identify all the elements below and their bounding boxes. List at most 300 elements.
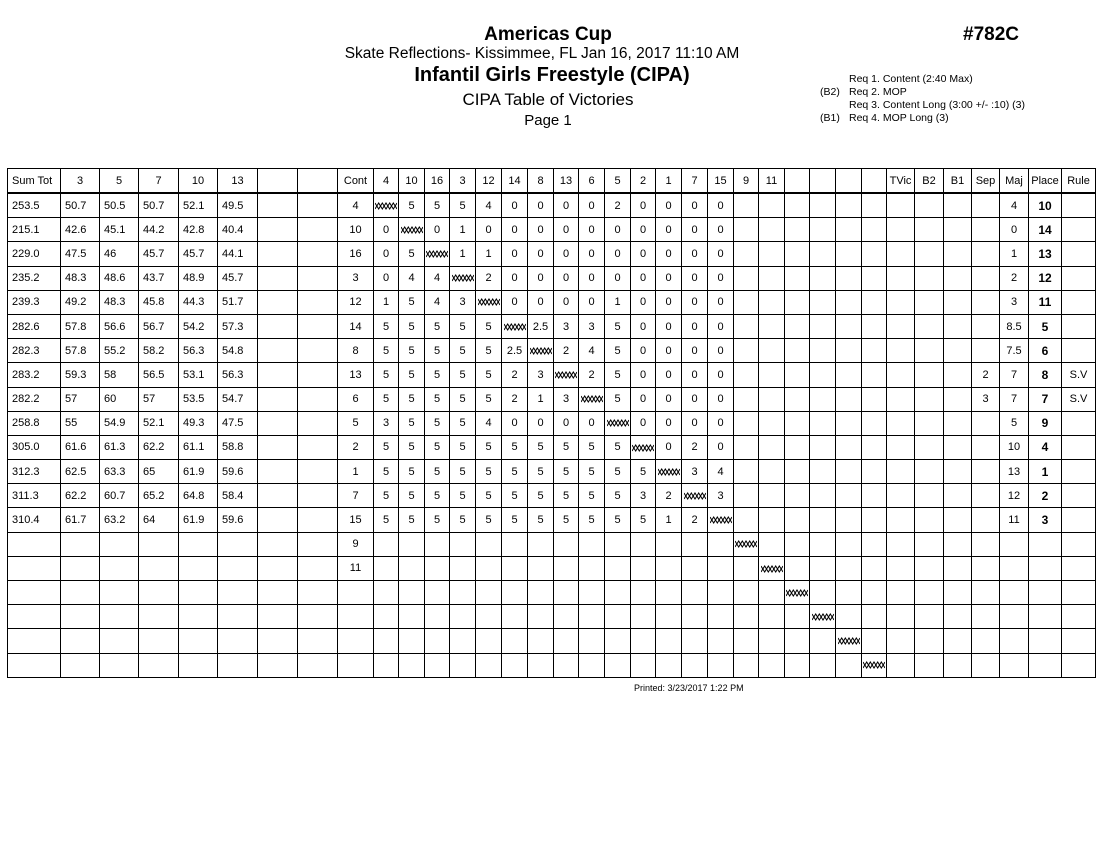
column-header: 14 bbox=[502, 169, 528, 194]
table-cell bbox=[631, 532, 656, 556]
table-cell bbox=[100, 581, 139, 605]
table-cell bbox=[258, 581, 298, 605]
table-cell: 47.5 bbox=[61, 242, 100, 266]
table-cell bbox=[579, 556, 605, 580]
table-cell: 3 bbox=[374, 411, 399, 435]
table-cell: 57 bbox=[61, 387, 100, 411]
table-cell: 4 bbox=[1029, 435, 1062, 459]
table-cell bbox=[915, 218, 944, 242]
self-cell bbox=[656, 460, 682, 484]
table-cell bbox=[887, 629, 915, 653]
table-cell bbox=[836, 581, 862, 605]
column-header: 10 bbox=[399, 169, 425, 194]
table-cell: 0 bbox=[708, 266, 734, 290]
table-cell bbox=[759, 435, 785, 459]
table-cell bbox=[759, 653, 785, 677]
table-cell bbox=[836, 435, 862, 459]
table-cell bbox=[862, 629, 887, 653]
table-cell bbox=[972, 460, 1000, 484]
table-cell bbox=[972, 532, 1000, 556]
self-cell bbox=[759, 556, 785, 580]
table-cell: 0 bbox=[579, 242, 605, 266]
table-cell bbox=[810, 193, 836, 218]
table-cell bbox=[734, 242, 759, 266]
column-header: 7 bbox=[139, 169, 179, 194]
table-cell bbox=[528, 629, 554, 653]
table-cell bbox=[258, 653, 298, 677]
table-cell: 10 bbox=[1000, 435, 1029, 459]
self-cell bbox=[682, 484, 708, 508]
self-cell bbox=[631, 435, 656, 459]
table-cell: 63.3 bbox=[100, 460, 139, 484]
table-cell bbox=[810, 218, 836, 242]
column-header: 3 bbox=[450, 169, 476, 194]
table-cell: 5 bbox=[450, 193, 476, 218]
table-cell bbox=[8, 581, 61, 605]
table-cell bbox=[785, 556, 810, 580]
table-cell: 0 bbox=[682, 266, 708, 290]
table-cell bbox=[972, 242, 1000, 266]
table-cell: 0 bbox=[656, 242, 682, 266]
table-cell bbox=[298, 532, 338, 556]
self-comparison-mark-icon bbox=[555, 371, 577, 379]
self-cell bbox=[554, 363, 579, 387]
table-cell bbox=[100, 629, 139, 653]
table-cell bbox=[887, 363, 915, 387]
table-cell bbox=[785, 629, 810, 653]
self-cell bbox=[425, 242, 450, 266]
table-cell: 235.2 bbox=[8, 266, 61, 290]
table-row bbox=[8, 508, 1096, 532]
table-cell bbox=[258, 435, 298, 459]
table-cell bbox=[425, 556, 450, 580]
table-cell bbox=[258, 629, 298, 653]
table-cell bbox=[944, 484, 972, 508]
table-cell bbox=[887, 411, 915, 435]
table-cell: 4 bbox=[708, 460, 734, 484]
table-cell: 0 bbox=[708, 314, 734, 338]
column-header: TVic bbox=[887, 169, 915, 194]
table-cell bbox=[258, 218, 298, 242]
self-comparison-mark-icon bbox=[658, 468, 680, 476]
self-comparison-mark-icon bbox=[838, 637, 860, 645]
table-cell bbox=[476, 629, 502, 653]
table-cell: 0 bbox=[682, 387, 708, 411]
table-cell bbox=[1000, 532, 1029, 556]
table-cell: 55.2 bbox=[100, 339, 139, 363]
table-cell bbox=[258, 460, 298, 484]
table-cell: 4 bbox=[579, 339, 605, 363]
table-row bbox=[8, 460, 1096, 484]
table-cell: 215.1 bbox=[8, 218, 61, 242]
column-header bbox=[810, 169, 836, 194]
table-cell: 58.8 bbox=[218, 435, 258, 459]
table-cell bbox=[915, 266, 944, 290]
table-cell: 5 bbox=[554, 435, 579, 459]
event-name: Infantil Girls Freestyle (CIPA) bbox=[414, 64, 690, 86]
table-cell: 5 bbox=[450, 387, 476, 411]
table-cell: 3 bbox=[338, 266, 374, 290]
table-cell: 10 bbox=[338, 218, 374, 242]
table-cell: 2 bbox=[682, 508, 708, 532]
table-cell bbox=[972, 411, 1000, 435]
table-cell: 8 bbox=[338, 339, 374, 363]
table-cell bbox=[836, 290, 862, 314]
table-cell bbox=[579, 532, 605, 556]
table-cell: 1 bbox=[374, 290, 399, 314]
table-cell: 56.7 bbox=[139, 314, 179, 338]
table-cell bbox=[785, 484, 810, 508]
table-cell bbox=[1029, 581, 1062, 605]
table-cell: 5 bbox=[399, 290, 425, 314]
table-cell: 50.7 bbox=[61, 193, 100, 218]
table-cell: 11 bbox=[1029, 290, 1062, 314]
table-cell: 5 bbox=[399, 508, 425, 532]
table-cell bbox=[810, 629, 836, 653]
table-cell: 47.5 bbox=[218, 411, 258, 435]
table-cell bbox=[810, 653, 836, 677]
table-cell bbox=[944, 363, 972, 387]
table-cell bbox=[298, 629, 338, 653]
table-cell bbox=[139, 581, 179, 605]
table-cell: 5 bbox=[399, 460, 425, 484]
table-cell: 52.1 bbox=[179, 193, 218, 218]
table-cell: 0 bbox=[528, 218, 554, 242]
table-cell bbox=[1062, 435, 1096, 459]
table-cell bbox=[785, 532, 810, 556]
table-cell: 0 bbox=[374, 266, 399, 290]
table-cell: 61.6 bbox=[61, 435, 100, 459]
table-cell bbox=[734, 460, 759, 484]
table-cell: 54.9 bbox=[100, 411, 139, 435]
table-cell: 312.3 bbox=[8, 460, 61, 484]
table-cell: 305.0 bbox=[8, 435, 61, 459]
table-cell bbox=[1062, 290, 1096, 314]
table-cell bbox=[298, 556, 338, 580]
table-cell bbox=[785, 387, 810, 411]
table-cell bbox=[810, 411, 836, 435]
table-cell: 58.4 bbox=[218, 484, 258, 508]
table-cell: 0 bbox=[656, 218, 682, 242]
table-cell bbox=[682, 556, 708, 580]
self-comparison-mark-icon bbox=[684, 492, 706, 500]
table-cell: 45.7 bbox=[179, 242, 218, 266]
table-cell bbox=[944, 218, 972, 242]
table-cell: 5 bbox=[502, 508, 528, 532]
table-cell bbox=[915, 339, 944, 363]
table-cell: 48.6 bbox=[100, 266, 139, 290]
table-cell: 0 bbox=[579, 411, 605, 435]
table-cell: 62.5 bbox=[61, 460, 100, 484]
table-cell: 0 bbox=[631, 266, 656, 290]
table-cell bbox=[579, 653, 605, 677]
table-cell bbox=[708, 532, 734, 556]
table-cell bbox=[915, 653, 944, 677]
table-cell: 0 bbox=[631, 363, 656, 387]
table-cell bbox=[1029, 653, 1062, 677]
table-cell: 5 bbox=[605, 484, 631, 508]
table-cell bbox=[836, 508, 862, 532]
table-cell bbox=[810, 581, 836, 605]
table-cell bbox=[298, 484, 338, 508]
table-cell bbox=[887, 508, 915, 532]
table-cell bbox=[631, 581, 656, 605]
self-comparison-mark-icon bbox=[632, 444, 654, 452]
self-comparison-mark-icon bbox=[786, 589, 808, 597]
table-cell bbox=[836, 532, 862, 556]
table-row bbox=[8, 290, 1096, 314]
table-cell: 5 bbox=[399, 411, 425, 435]
table-cell bbox=[1000, 581, 1029, 605]
table-cell: 0 bbox=[708, 411, 734, 435]
table-cell bbox=[1000, 556, 1029, 580]
table-cell: 1 bbox=[528, 387, 554, 411]
table-cell: 4 bbox=[338, 193, 374, 218]
table-cell: 0 bbox=[631, 218, 656, 242]
table-cell bbox=[605, 653, 631, 677]
table-row bbox=[8, 629, 1096, 653]
table-cell bbox=[399, 653, 425, 677]
table-cell: 64.8 bbox=[179, 484, 218, 508]
self-comparison-mark-icon bbox=[607, 419, 629, 427]
table-cell: 5 bbox=[476, 314, 502, 338]
table-cell: 5 bbox=[399, 314, 425, 338]
table-cell: 50.5 bbox=[100, 193, 139, 218]
table-cell: 5 bbox=[450, 508, 476, 532]
table-cell bbox=[399, 556, 425, 580]
table-cell bbox=[972, 484, 1000, 508]
table-cell bbox=[785, 218, 810, 242]
table-cell bbox=[785, 411, 810, 435]
table-cell: 60.7 bbox=[100, 484, 139, 508]
table-cell: 5 bbox=[476, 484, 502, 508]
table-cell bbox=[1000, 605, 1029, 629]
table-cell: 5 bbox=[374, 484, 399, 508]
table-cell bbox=[298, 218, 338, 242]
table-cell: 12 bbox=[338, 290, 374, 314]
table-cell bbox=[759, 581, 785, 605]
table-cell bbox=[450, 556, 476, 580]
table-cell bbox=[810, 484, 836, 508]
table-cell bbox=[708, 653, 734, 677]
table-cell bbox=[218, 581, 258, 605]
self-comparison-mark-icon bbox=[426, 250, 448, 258]
table-cell: 5 bbox=[579, 508, 605, 532]
table-cell bbox=[972, 556, 1000, 580]
table-cell bbox=[425, 532, 450, 556]
self-cell bbox=[579, 387, 605, 411]
table-cell: 0 bbox=[579, 290, 605, 314]
table-cell: 56.5 bbox=[139, 363, 179, 387]
table-cell: 5 bbox=[528, 508, 554, 532]
table-cell bbox=[61, 653, 100, 677]
table-cell: 60 bbox=[100, 387, 139, 411]
table-cell bbox=[258, 484, 298, 508]
table-cell: 62.2 bbox=[61, 484, 100, 508]
table-cell bbox=[476, 605, 502, 629]
table-cell bbox=[944, 387, 972, 411]
table-cell: 49.3 bbox=[179, 411, 218, 435]
table-cell: 0 bbox=[605, 242, 631, 266]
table-cell: 5 bbox=[502, 484, 528, 508]
table-cell bbox=[338, 653, 374, 677]
table-cell: 5 bbox=[374, 508, 399, 532]
table-cell bbox=[338, 605, 374, 629]
table-cell bbox=[1062, 556, 1096, 580]
table-cell bbox=[836, 556, 862, 580]
table-cell bbox=[944, 653, 972, 677]
table-cell: 0 bbox=[631, 242, 656, 266]
column-header: 1 bbox=[656, 169, 682, 194]
table-cell: 0 bbox=[554, 242, 579, 266]
table-cell: 5 bbox=[476, 460, 502, 484]
table-cell: 3 bbox=[528, 363, 554, 387]
table-row bbox=[8, 556, 1096, 580]
table-cell bbox=[450, 532, 476, 556]
table-cell bbox=[862, 363, 887, 387]
table-cell bbox=[759, 605, 785, 629]
table-cell: 50.7 bbox=[139, 193, 179, 218]
table-cell bbox=[887, 435, 915, 459]
table-cell bbox=[554, 605, 579, 629]
table-cell: 5 bbox=[528, 484, 554, 508]
table-cell bbox=[399, 605, 425, 629]
table-cell bbox=[734, 556, 759, 580]
table-cell: 9 bbox=[338, 532, 374, 556]
table-cell bbox=[1062, 339, 1096, 363]
table-cell bbox=[338, 581, 374, 605]
table-cell bbox=[759, 339, 785, 363]
table-cell bbox=[179, 605, 218, 629]
table-cell: 0 bbox=[502, 411, 528, 435]
table-cell: 5 bbox=[399, 193, 425, 218]
table-cell: 48.9 bbox=[179, 266, 218, 290]
table-cell: 0 bbox=[682, 290, 708, 314]
table-cell bbox=[100, 556, 139, 580]
table-cell: 0 bbox=[656, 193, 682, 218]
table-cell: 5 bbox=[374, 435, 399, 459]
table-cell: 0 bbox=[554, 193, 579, 218]
table-cell: 58 bbox=[100, 363, 139, 387]
table-cell: 5 bbox=[502, 460, 528, 484]
table-cell: 11 bbox=[338, 556, 374, 580]
self-comparison-mark-icon bbox=[761, 565, 783, 573]
table-cell bbox=[258, 242, 298, 266]
table-cell: 5 bbox=[631, 460, 656, 484]
column-header: Sep bbox=[972, 169, 1000, 194]
self-cell bbox=[810, 605, 836, 629]
table-header-row bbox=[8, 169, 1096, 194]
column-header: Place bbox=[1029, 169, 1062, 194]
table-cell: 5 bbox=[338, 411, 374, 435]
table-cell: 1 bbox=[450, 218, 476, 242]
table-cell bbox=[8, 629, 61, 653]
table-cell bbox=[179, 556, 218, 580]
table-cell: 45.1 bbox=[100, 218, 139, 242]
self-comparison-mark-icon bbox=[452, 274, 474, 282]
table-cell: 0 bbox=[605, 218, 631, 242]
table-cell: 42.6 bbox=[61, 218, 100, 242]
table-row bbox=[8, 339, 1096, 363]
table-cell bbox=[810, 290, 836, 314]
table-cell: 3 bbox=[554, 387, 579, 411]
table-cell bbox=[862, 484, 887, 508]
table-cell bbox=[759, 387, 785, 411]
table-cell bbox=[915, 435, 944, 459]
table-cell bbox=[810, 460, 836, 484]
table-cell bbox=[554, 629, 579, 653]
table-cell bbox=[836, 460, 862, 484]
table-cell bbox=[656, 532, 682, 556]
table-cell: 258.8 bbox=[8, 411, 61, 435]
table-cell: 1 bbox=[476, 242, 502, 266]
table-cell bbox=[915, 460, 944, 484]
table-cell bbox=[605, 629, 631, 653]
self-cell bbox=[399, 218, 425, 242]
table-cell bbox=[298, 581, 338, 605]
table-cell bbox=[915, 193, 944, 218]
table-cell: 57 bbox=[139, 387, 179, 411]
table-cell: 57.8 bbox=[61, 314, 100, 338]
table-cell bbox=[915, 411, 944, 435]
table-cell bbox=[887, 290, 915, 314]
table-cell: 0 bbox=[502, 242, 528, 266]
column-header: 13 bbox=[218, 169, 258, 194]
table-cell: 5 bbox=[450, 411, 476, 435]
table-cell bbox=[887, 484, 915, 508]
table-cell: 5 bbox=[476, 508, 502, 532]
table-cell bbox=[258, 556, 298, 580]
table-cell bbox=[298, 339, 338, 363]
table-cell: 44.1 bbox=[218, 242, 258, 266]
self-cell bbox=[476, 290, 502, 314]
table-cell: 5 bbox=[605, 387, 631, 411]
table-row bbox=[8, 387, 1096, 411]
table-cell: 61.7 bbox=[61, 508, 100, 532]
table-cell bbox=[631, 629, 656, 653]
table-cell bbox=[734, 653, 759, 677]
table-cell bbox=[374, 556, 399, 580]
table-cell bbox=[218, 653, 258, 677]
table-cell: 5 bbox=[399, 242, 425, 266]
table-cell: 3 bbox=[1029, 508, 1062, 532]
table-cell bbox=[734, 387, 759, 411]
table-cell: 5 bbox=[374, 460, 399, 484]
table-cell bbox=[862, 435, 887, 459]
table-cell bbox=[785, 435, 810, 459]
table-cell bbox=[1029, 556, 1062, 580]
table-cell: 61.1 bbox=[179, 435, 218, 459]
table-cell bbox=[502, 605, 528, 629]
table-cell: 63.2 bbox=[100, 508, 139, 532]
table-cell bbox=[785, 605, 810, 629]
table-cell bbox=[258, 290, 298, 314]
table-cell bbox=[759, 508, 785, 532]
table-cell bbox=[179, 532, 218, 556]
table-cell bbox=[862, 218, 887, 242]
table-cell: 56.3 bbox=[179, 339, 218, 363]
column-header: 11 bbox=[759, 169, 785, 194]
table-cell: 57.8 bbox=[61, 339, 100, 363]
table-cell bbox=[785, 339, 810, 363]
table-cell: 5 bbox=[605, 339, 631, 363]
table-cell: 0 bbox=[374, 242, 399, 266]
table-cell: 9 bbox=[1029, 411, 1062, 435]
table-cell bbox=[554, 653, 579, 677]
table-cell: 11 bbox=[1000, 508, 1029, 532]
table-cell: S.V bbox=[1062, 387, 1096, 411]
table-cell bbox=[528, 581, 554, 605]
